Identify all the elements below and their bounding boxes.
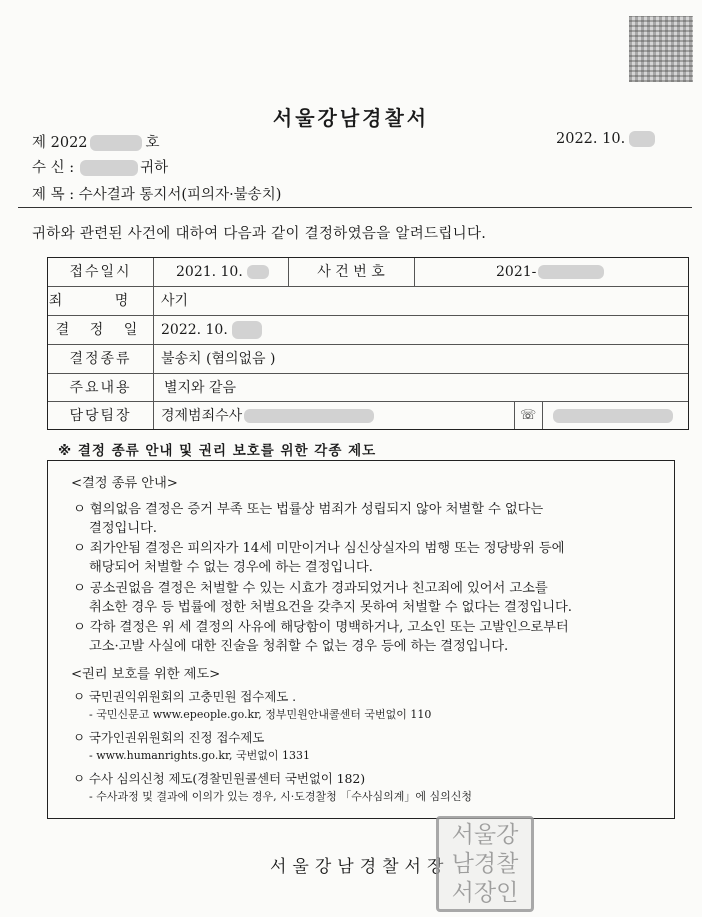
rights-item: ㅇ 국가인권위원회의 진정 접수제도 bbox=[73, 730, 265, 745]
phone-icon: ☏ bbox=[520, 408, 537, 423]
rights-item: ㅇ 수사 심의신청 제도(경찰민원콜센터 국번없이 182) bbox=[73, 771, 365, 786]
guidance-box bbox=[47, 460, 675, 819]
redaction bbox=[629, 131, 655, 147]
recipient-line bbox=[32, 156, 168, 177]
redaction bbox=[553, 409, 673, 423]
guide-item-line: ㅇ 각하 결정은 위 세 결정의 사유에 해당함이 명백하거나, 고소인 또는 고발인으로부터 bbox=[73, 620, 569, 635]
redaction bbox=[232, 321, 262, 339]
document-number-prefix: 제 2022 bbox=[32, 135, 88, 151]
receipt-date-label: 접수일시 bbox=[69, 264, 132, 280]
subject-text: 수사결과 통지서(피의자·불송치) bbox=[78, 187, 282, 203]
guide-item-line: 해당되어 처벌할 수 없는 경우에 하는 결정입니다. bbox=[89, 560, 373, 575]
redaction bbox=[244, 409, 374, 423]
recipient-label: 수 신 : bbox=[32, 160, 75, 176]
subject-label: 제 목 : bbox=[32, 187, 75, 203]
case-number-text: 2021- bbox=[496, 264, 537, 280]
seal-line: 남경찰 bbox=[451, 851, 519, 877]
team-value bbox=[161, 402, 374, 430]
seal-line: 서장인 bbox=[451, 880, 519, 906]
decision-date-label: 결 정 일 bbox=[55, 322, 146, 338]
receipt-date-value bbox=[176, 258, 269, 286]
recipient-suffix: 귀하 bbox=[140, 160, 169, 176]
issuer-name: 서울강남경찰서장 bbox=[270, 857, 450, 877]
team-text: 경제범죄수사 bbox=[161, 408, 243, 424]
guide-item-line: ㅇ 죄가안됨 결정은 피의자가 14세 미만이거나 심신상실자의 범행 또는 정당방위 등에 bbox=[73, 541, 565, 556]
rights-item-detail: - www.humanrights.go.kr, 국번없이 1331 bbox=[89, 749, 311, 762]
decision-date-value bbox=[161, 316, 262, 344]
receipt-date-text: 2021. 10. bbox=[176, 264, 243, 280]
redaction bbox=[247, 265, 269, 279]
charge-value: 사기 bbox=[161, 293, 189, 309]
decision-type-value: 불송치 (혐의없음 ) bbox=[161, 351, 276, 367]
case-number-value bbox=[496, 258, 604, 286]
decision-type-label: 결정종류 bbox=[69, 351, 132, 367]
redaction bbox=[90, 135, 142, 151]
guide-item-line: ㅇ 혐의없음 결정은 증거 부족 또는 법률상 범죄가 성립되지 않아 처벌할 수 없다는 bbox=[73, 502, 544, 517]
main-content-value: 별지와 같음 bbox=[164, 380, 237, 396]
redaction bbox=[80, 160, 138, 176]
column-divider bbox=[514, 401, 515, 429]
guide-item-line: ㅇ 공소권없음 결정은 처벌할 수 있는 시효가 경과되었거나 친고죄에 있어서 고소를 bbox=[73, 581, 548, 596]
header-divider bbox=[18, 207, 692, 208]
redaction bbox=[538, 265, 604, 279]
column-divider bbox=[414, 258, 415, 286]
guide-heading: <결정 종류 안내> bbox=[71, 476, 178, 491]
guide-item-line: 취소한 경우 등 법률에 정한 처벌요건을 갖추지 못하여 처벌할 수 없다는 결정입니다. bbox=[89, 600, 572, 615]
charge-label: 죄 명 bbox=[48, 293, 153, 309]
rights-item-detail: - 국민신문고 www.epeople.go.kr, 정부민원안내콜센터 국번없이 110 bbox=[89, 708, 432, 721]
document-number bbox=[32, 131, 160, 152]
official-seal bbox=[436, 816, 534, 912]
phone-value bbox=[553, 402, 673, 430]
guide-item-line: 결정입니다. bbox=[89, 521, 157, 536]
issue-date bbox=[556, 131, 655, 147]
issue-date-text: 2022. 10. bbox=[556, 131, 626, 147]
main-content-label: 주요내용 bbox=[69, 380, 132, 396]
column-divider bbox=[153, 258, 154, 429]
document-number-suffix: 호 bbox=[145, 135, 160, 151]
team-label: 담당팀장 bbox=[69, 408, 132, 424]
qr-code-image bbox=[629, 16, 693, 82]
rights-heading: <권리 보호를 위한 제도> bbox=[71, 667, 221, 682]
case-info-table bbox=[47, 257, 689, 430]
column-divider bbox=[542, 401, 543, 429]
intro-text: 귀하와 관련된 사건에 대하여 다음과 같이 결정하였음을 알려드립니다. bbox=[32, 226, 487, 242]
decision-date-text: 2022. 10. bbox=[161, 322, 228, 338]
subject-line bbox=[32, 183, 281, 204]
document-title: 서울강남경찰서 bbox=[272, 106, 430, 130]
seal-line: 서울강 bbox=[451, 822, 519, 848]
case-number-label: 사 건 번 호 bbox=[317, 264, 385, 280]
rights-item: ㅇ 국민권익위원회의 고충민원 접수제도 . bbox=[73, 689, 296, 704]
rights-item-detail: - 수사과정 및 결과에 이의가 있는 경우, 시·도경찰청 「수사심의계」에 심의신청 bbox=[89, 790, 472, 803]
section-title: ※ 결정 종류 안내 및 권리 보호를 위한 각종 제도 bbox=[58, 443, 377, 459]
guide-item-line: 고소·고발 사실에 대한 진술을 청취할 수 없는 경우 등에 하는 결정입니다. bbox=[89, 639, 509, 654]
